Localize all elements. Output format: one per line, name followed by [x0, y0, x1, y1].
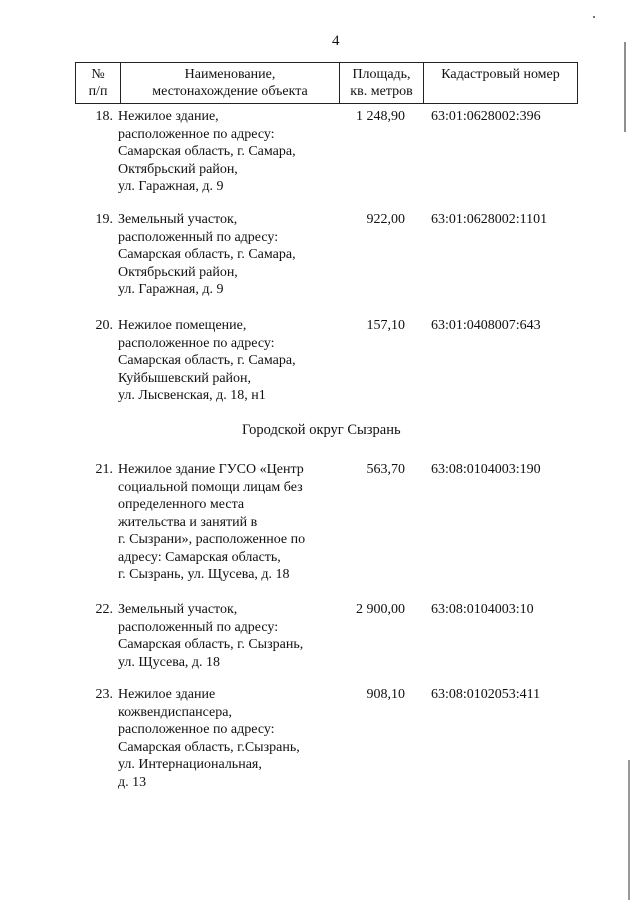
scan-edge-mark-bottom	[628, 760, 630, 900]
row-description	[118, 108, 333, 196]
scan-edge-mark	[624, 42, 626, 132]
row-area: 563,70	[366, 462, 405, 477]
description-line: Октябрьский район,	[118, 161, 238, 177]
description-line: расположенное по адресу:	[118, 722, 275, 737]
row-number: 21.	[95, 462, 113, 477]
description-line: Куйбышевский район,	[118, 370, 252, 386]
header-area-line2: кв. метров	[350, 84, 413, 99]
header-area-line1: Площадь,	[352, 67, 411, 82]
header-name-line2: местонахождение объекта	[152, 84, 308, 99]
header-number-symbol: №	[91, 67, 105, 82]
description-line: расположенный по адресу:	[118, 619, 279, 635]
row-cadastral-number: 63:08:0102053:411	[431, 687, 541, 702]
row-cadastral-number: 63:01:0628002:396	[431, 109, 541, 124]
row-area: 2 900,00	[356, 602, 405, 617]
description-line: д. 13	[118, 774, 147, 790]
row-description	[118, 686, 333, 791]
description-line: определенного места	[118, 497, 245, 512]
page-number: 4	[332, 33, 340, 49]
row-cadastral-number: 63:08:0104003:190	[431, 462, 541, 477]
row-area: 157,10	[366, 318, 405, 333]
description-line: расположенное по адресу:	[118, 126, 275, 142]
description-line: расположенный по адресу:	[118, 229, 279, 245]
description-line: Нежилое здание ГУСО «Центр	[118, 462, 304, 477]
description-line: Нежилое здание,	[118, 109, 219, 124]
description-line: жительства и занятий в	[118, 514, 258, 530]
description-line: Самарская область, г. Самара,	[118, 144, 296, 159]
description-line: г. Сызрани», расположенное по	[118, 532, 306, 547]
row-description	[118, 461, 333, 584]
description-line: Самарская область, г. Сызрань,	[118, 637, 304, 652]
row-number: 22.	[95, 602, 113, 617]
description-line: Самарская область, г. Самара,	[118, 353, 296, 368]
header-cadastral-label: Кадастровый номер	[441, 67, 560, 82]
description-line: ул. Гаражная, д. 9	[118, 179, 224, 194]
row-cadastral-number: 63:01:0628002:1101	[431, 212, 548, 227]
description-line: Нежилое здание	[118, 687, 216, 702]
header-number-abbr: п/п	[88, 84, 108, 99]
row-number: 23.	[95, 687, 113, 702]
header-cadastral-cell	[424, 63, 578, 104]
description-line: Самарская область, г.Сызрань,	[118, 739, 300, 755]
description-line: Октябрьский район,	[118, 264, 238, 280]
description-line: ул. Щусева, д. 18	[118, 654, 221, 670]
description-line: Самарская область, г. Самара,	[118, 247, 296, 262]
row-number: 19.	[95, 212, 113, 227]
description-line: ул. Лысвенская, д. 18, н1	[118, 388, 266, 403]
description-line: расположенное по адресу:	[118, 335, 275, 351]
description-line: социальной помощи лицам без	[118, 479, 303, 495]
row-cadastral-number: 63:01:0408007:643	[431, 318, 541, 333]
header-name-line1: Наименование,	[184, 67, 276, 82]
header-name-cell	[121, 63, 340, 104]
description-line: Земельный участок,	[118, 212, 238, 227]
row-area: 908,10	[366, 687, 405, 702]
row-number: 20.	[95, 318, 113, 333]
table-header	[75, 62, 578, 104]
scan-dot	[593, 16, 595, 18]
row-number: 18.	[95, 109, 113, 124]
description-line: адресу: Самарская область,	[118, 549, 281, 565]
section-title: Городской округ Сызрань	[242, 422, 401, 438]
header-number-cell	[76, 63, 121, 104]
row-description	[118, 317, 333, 405]
row-area: 922,00	[366, 212, 405, 227]
description-line: Нежилое помещение,	[118, 318, 247, 333]
row-description	[118, 601, 333, 671]
row-area: 1 248,90	[356, 109, 405, 124]
description-line: Земельный участок,	[118, 602, 238, 617]
description-line: ул. Гаражная, д. 9	[118, 282, 224, 297]
description-line: г. Сызрань, ул. Щусева, д. 18	[118, 567, 290, 582]
row-cadastral-number: 63:08:0104003:10	[431, 602, 534, 617]
description-line: кожвендиспансера,	[118, 704, 232, 720]
description-line: ул. Интернациональная,	[118, 757, 262, 772]
row-description	[118, 211, 333, 299]
header-area-cell	[340, 63, 424, 104]
